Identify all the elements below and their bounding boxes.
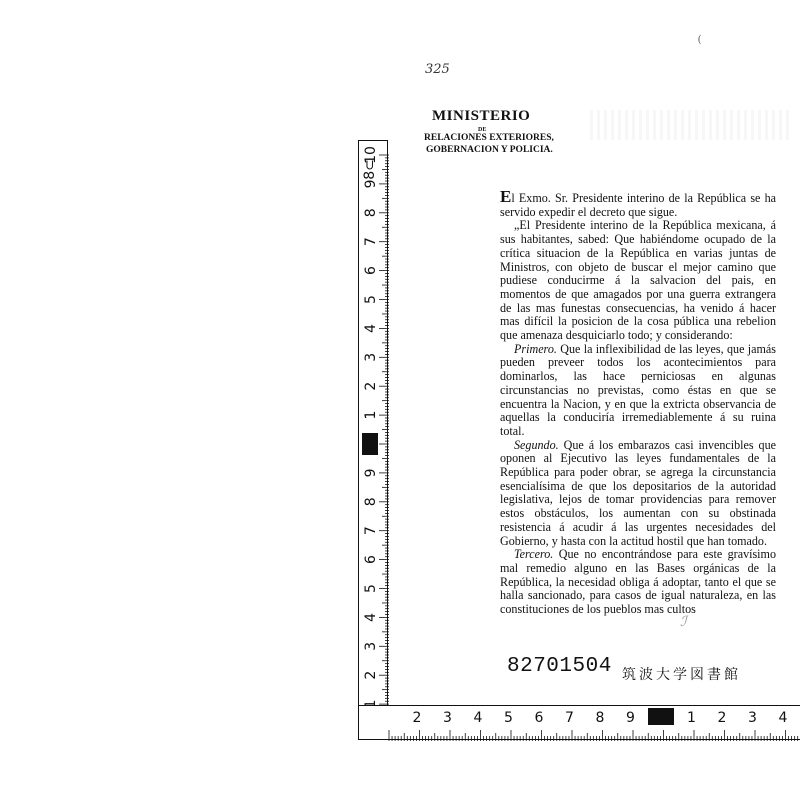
ordinal-tercero: Tercero. <box>514 547 554 562</box>
paragraph-intro-text: l Exmo. Sr. Presidente interino de la República se ha servido expedir el decreto que sigue. <box>500 191 776 219</box>
paragraph-tercero-text: Que no encontrándose para este gravísimo mal remedio alguno en las Bases orgánicas de la República, la necesidad obliga á adoptar, tanto el que se halla sancionado, para casos de igual naturaleza, en las constituciones de los pueblos mas cultos <box>500 547 776 617</box>
ruler-label-group <box>363 642 379 651</box>
paragraph-primero <box>500 343 776 439</box>
ruler-label-group <box>363 497 379 506</box>
ruler-label-group <box>363 353 379 362</box>
pencil-mark: ℐ <box>680 615 687 630</box>
ruler-label-group <box>362 433 379 455</box>
horizontal-ruler <box>358 705 800 740</box>
ruler-label: 1 <box>687 710 696 726</box>
ministry-department-line1: RELACIONES EXTERIORES, <box>424 133 554 143</box>
catalog-number: 82701504 <box>507 655 612 678</box>
ruler-label: 10 <box>363 146 379 164</box>
library-name: 筑波大学図書館 <box>622 667 741 683</box>
ruler-label: 4 <box>363 612 379 622</box>
ruler-label-group <box>363 179 379 188</box>
decree-body <box>500 187 776 617</box>
bleed-through-text <box>590 110 790 140</box>
ruler-label: 4 <box>473 710 483 726</box>
ruler-label: 70 <box>651 710 671 726</box>
ruler-label-group <box>363 237 379 246</box>
ruler-label: 3 <box>363 641 379 651</box>
ministry-de: DE <box>478 127 487 133</box>
drop-initial: E <box>500 187 512 206</box>
ruler-label: 9 <box>626 710 635 726</box>
ruler-tail-label: 8⊂ <box>362 159 378 180</box>
ruler-label: 3 <box>443 710 452 726</box>
ruler-label: 7 <box>565 710 574 726</box>
vertical-ruler <box>358 140 388 740</box>
ruler-label: 4 <box>363 323 379 333</box>
ruler-label: 2 <box>412 710 422 726</box>
ruler-label: 2 <box>717 710 727 726</box>
horizontal-ruler-scale <box>359 706 800 741</box>
ruler-label-group <box>363 382 379 391</box>
corner-mark: ( <box>698 34 702 45</box>
ruler-label: 90 <box>363 434 379 454</box>
ruler-label-group <box>363 526 379 535</box>
ruler-label: 4 <box>778 710 788 726</box>
ruler-label: 5 <box>504 710 513 726</box>
paragraph-tercero <box>500 548 776 617</box>
ruler-label: 5 <box>363 295 379 304</box>
ordinal-primero: Primero. <box>514 341 557 356</box>
ruler-label: 2 <box>363 381 379 391</box>
ruler-label-group <box>363 584 379 593</box>
ruler-label: 9 <box>363 468 379 478</box>
ruler-label: 8 <box>363 497 379 507</box>
ruler-label: 2 <box>363 670 379 680</box>
ruler-label: 9 <box>363 179 379 189</box>
ruler-label: 1 <box>363 410 379 420</box>
page-number: 325 <box>425 62 450 77</box>
ruler-label: 7 <box>363 237 379 247</box>
ruler-label-group <box>363 468 379 477</box>
ministry-title: MINISTERIO <box>432 108 531 124</box>
paragraph-primero-text: Que la inflexibilidad de las leyes, que jamás pueden preveer todos los acontecimientos para dominarlos, las hace perniciosas en algunas circunstancias no previstas, como éstas en que se encuentra la Nacion, y en que la extricta observancia de aquellas la conduciría irremediablemente á su ruina total. <box>500 341 776 438</box>
vertical-ruler-scale <box>359 141 389 741</box>
ruler-label: 8 <box>595 710 605 726</box>
ruler-tail-group <box>362 159 378 180</box>
ruler-label: 6 <box>363 266 379 276</box>
ruler-label: 3 <box>748 710 757 726</box>
ruler-label-group <box>363 266 379 275</box>
ruler-label-group <box>363 555 379 564</box>
paragraph-preamble: „El Presidente interino de la República mexicana, á sus habitantes, sabed: Que habiéndome ocupado de la crítica situacion de la República en varias juntas de Ministros, con objeto de buscar el mejor camino que pudiese conducirme á la salvacion del pais, en momentos de que amagados por una guerra extrangera de las mas funestas consecuencias, ha venido á hacer mas difícil la posicion de la cosa pública una rebelion que amenaza desquiciarlo todo; y considerando: <box>500 218 776 343</box>
ruler-label: 7 <box>363 526 379 536</box>
ruler-label: 8 <box>363 208 379 218</box>
ruler-label-group <box>363 671 379 680</box>
paragraph-segundo-text: Que á los embarazos casi invencibles que oponen al Ejecutivo las leyes fundamentales de la República para poder obrar, se agrega la circunstancia esencialísima de que los depositarios de la autoridad legislativa, lejos de tomar providencias para remover estos obstáculos, los aumentan con su obstinada resistencia á acudir á las urgentes necesidades del Gobierno, y hasta con la actitud hostil que han tomado. <box>500 437 776 548</box>
ruler-label-group <box>363 295 379 304</box>
ruler-label-group <box>363 411 379 420</box>
ruler-label: 6 <box>534 710 544 726</box>
paragraph-segundo <box>500 439 776 549</box>
ruler-label-group <box>363 613 379 622</box>
ruler-label: 6 <box>363 555 379 565</box>
ruler-label: 5 <box>363 584 379 593</box>
ruler-label-group <box>363 208 379 217</box>
paragraph-intro <box>500 187 776 219</box>
ordinal-segundo: Segundo. <box>514 437 559 452</box>
ministry-department-line2: GOBERNACION Y POLICIA. <box>426 145 553 155</box>
ruler-label: 3 <box>363 352 379 362</box>
ruler-label-group <box>363 324 379 333</box>
